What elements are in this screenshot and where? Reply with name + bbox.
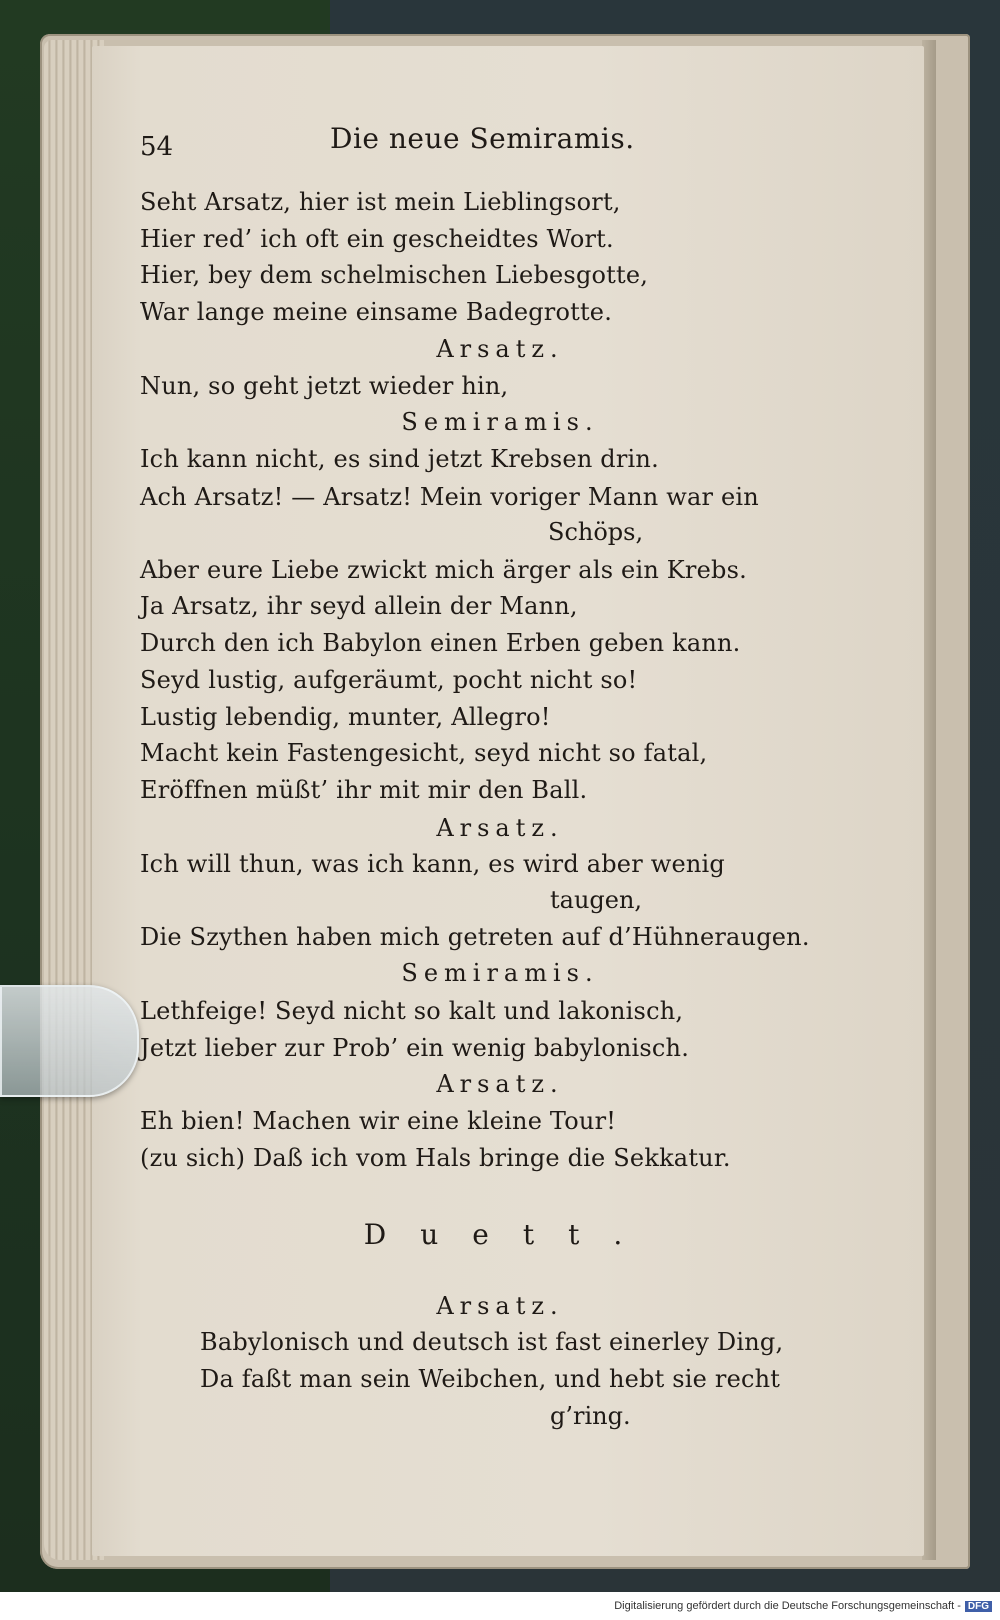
text-line: War lange meine einsame Badegrotte. bbox=[140, 298, 613, 326]
text-line: Hier, bey dem schelmischen Liebesgotte, bbox=[140, 261, 649, 289]
text-line: Hier red’ ich oft ein gescheidtes Wort. bbox=[140, 225, 614, 253]
text-line: (zu sich) Daß ich vom Hals bringe die Sekkatur. bbox=[140, 1144, 731, 1172]
speaker-name: Arsatz. bbox=[436, 335, 564, 363]
text-line: Eh bien! Machen wir eine kleine Tour! bbox=[140, 1107, 617, 1135]
text-line: Durch den ich Babylon einen Erben geben kann. bbox=[140, 629, 741, 657]
text-line-continuation: taugen, bbox=[550, 886, 643, 914]
text-line: Eröffnen müßt’ ihr mit mir den Ball. bbox=[140, 776, 588, 804]
running-header: Die neue Semiramis. bbox=[330, 122, 635, 155]
speaker-name: Semiramis. bbox=[401, 959, 599, 987]
text-line: Lustig lebendig, munter, Allegro! bbox=[140, 703, 551, 731]
speaker-name: Arsatz. bbox=[436, 814, 564, 842]
text-line: Aber eure Liebe zwickt mich ärger als ein Krebs. bbox=[140, 556, 747, 584]
text-line: Nun, so geht jetzt wieder hin, bbox=[140, 372, 509, 400]
text-line: Ach Arsatz! — Arsatz! Mein voriger Mann war ein bbox=[140, 483, 759, 511]
text-line: Seht Arsatz, hier ist mein Lieblingsort, bbox=[140, 188, 621, 216]
speaker-name: Semiramis. bbox=[401, 408, 599, 436]
text-line: Seyd lustig, aufgeräumt, pocht nicht so! bbox=[140, 666, 638, 694]
book-spine-edge bbox=[922, 40, 936, 1560]
text-line: Da faßt man sein Weibchen, und hebt sie recht bbox=[200, 1365, 781, 1393]
section-heading: Duett. bbox=[363, 1218, 657, 1251]
text-line: Ja Arsatz, ihr seyd allein der Mann, bbox=[140, 592, 578, 620]
page-number: 54 bbox=[140, 132, 174, 162]
dfg-logo: DFG bbox=[965, 1601, 992, 1612]
text-line: Ich will thun, was ich kann, es wird aber wenig bbox=[140, 850, 725, 878]
speaker-name: Arsatz. bbox=[436, 1292, 564, 1320]
text-line: Jetzt lieber zur Prob’ ein wenig babylonisch. bbox=[140, 1034, 690, 1062]
text-line: Ich kann nicht, es sind jetzt Krebsen drin. bbox=[140, 445, 659, 473]
text-line-continuation: g’ring. bbox=[550, 1402, 631, 1430]
digitization-credit bbox=[614, 1600, 992, 1612]
text-line: Macht kein Fastengesicht, seyd nicht so fatal, bbox=[140, 739, 708, 767]
speaker-name: Arsatz. bbox=[436, 1070, 564, 1098]
text-line: Lethfeige! Seyd nicht so kalt und lakonisch, bbox=[140, 997, 684, 1025]
credit-text: Digitalisierung gefördert durch die Deutsche Forschungsgemeinschaft - bbox=[614, 1600, 961, 1612]
text-line-continuation: Schöps, bbox=[548, 518, 644, 546]
text-line: Babylonisch und deutsch ist fast einerley Ding, bbox=[200, 1328, 784, 1356]
page-clip bbox=[0, 985, 139, 1097]
page-text bbox=[140, 0, 900, 1590]
text-line: Die Szythen haben mich getreten auf d’Hühneraugen. bbox=[140, 923, 810, 951]
